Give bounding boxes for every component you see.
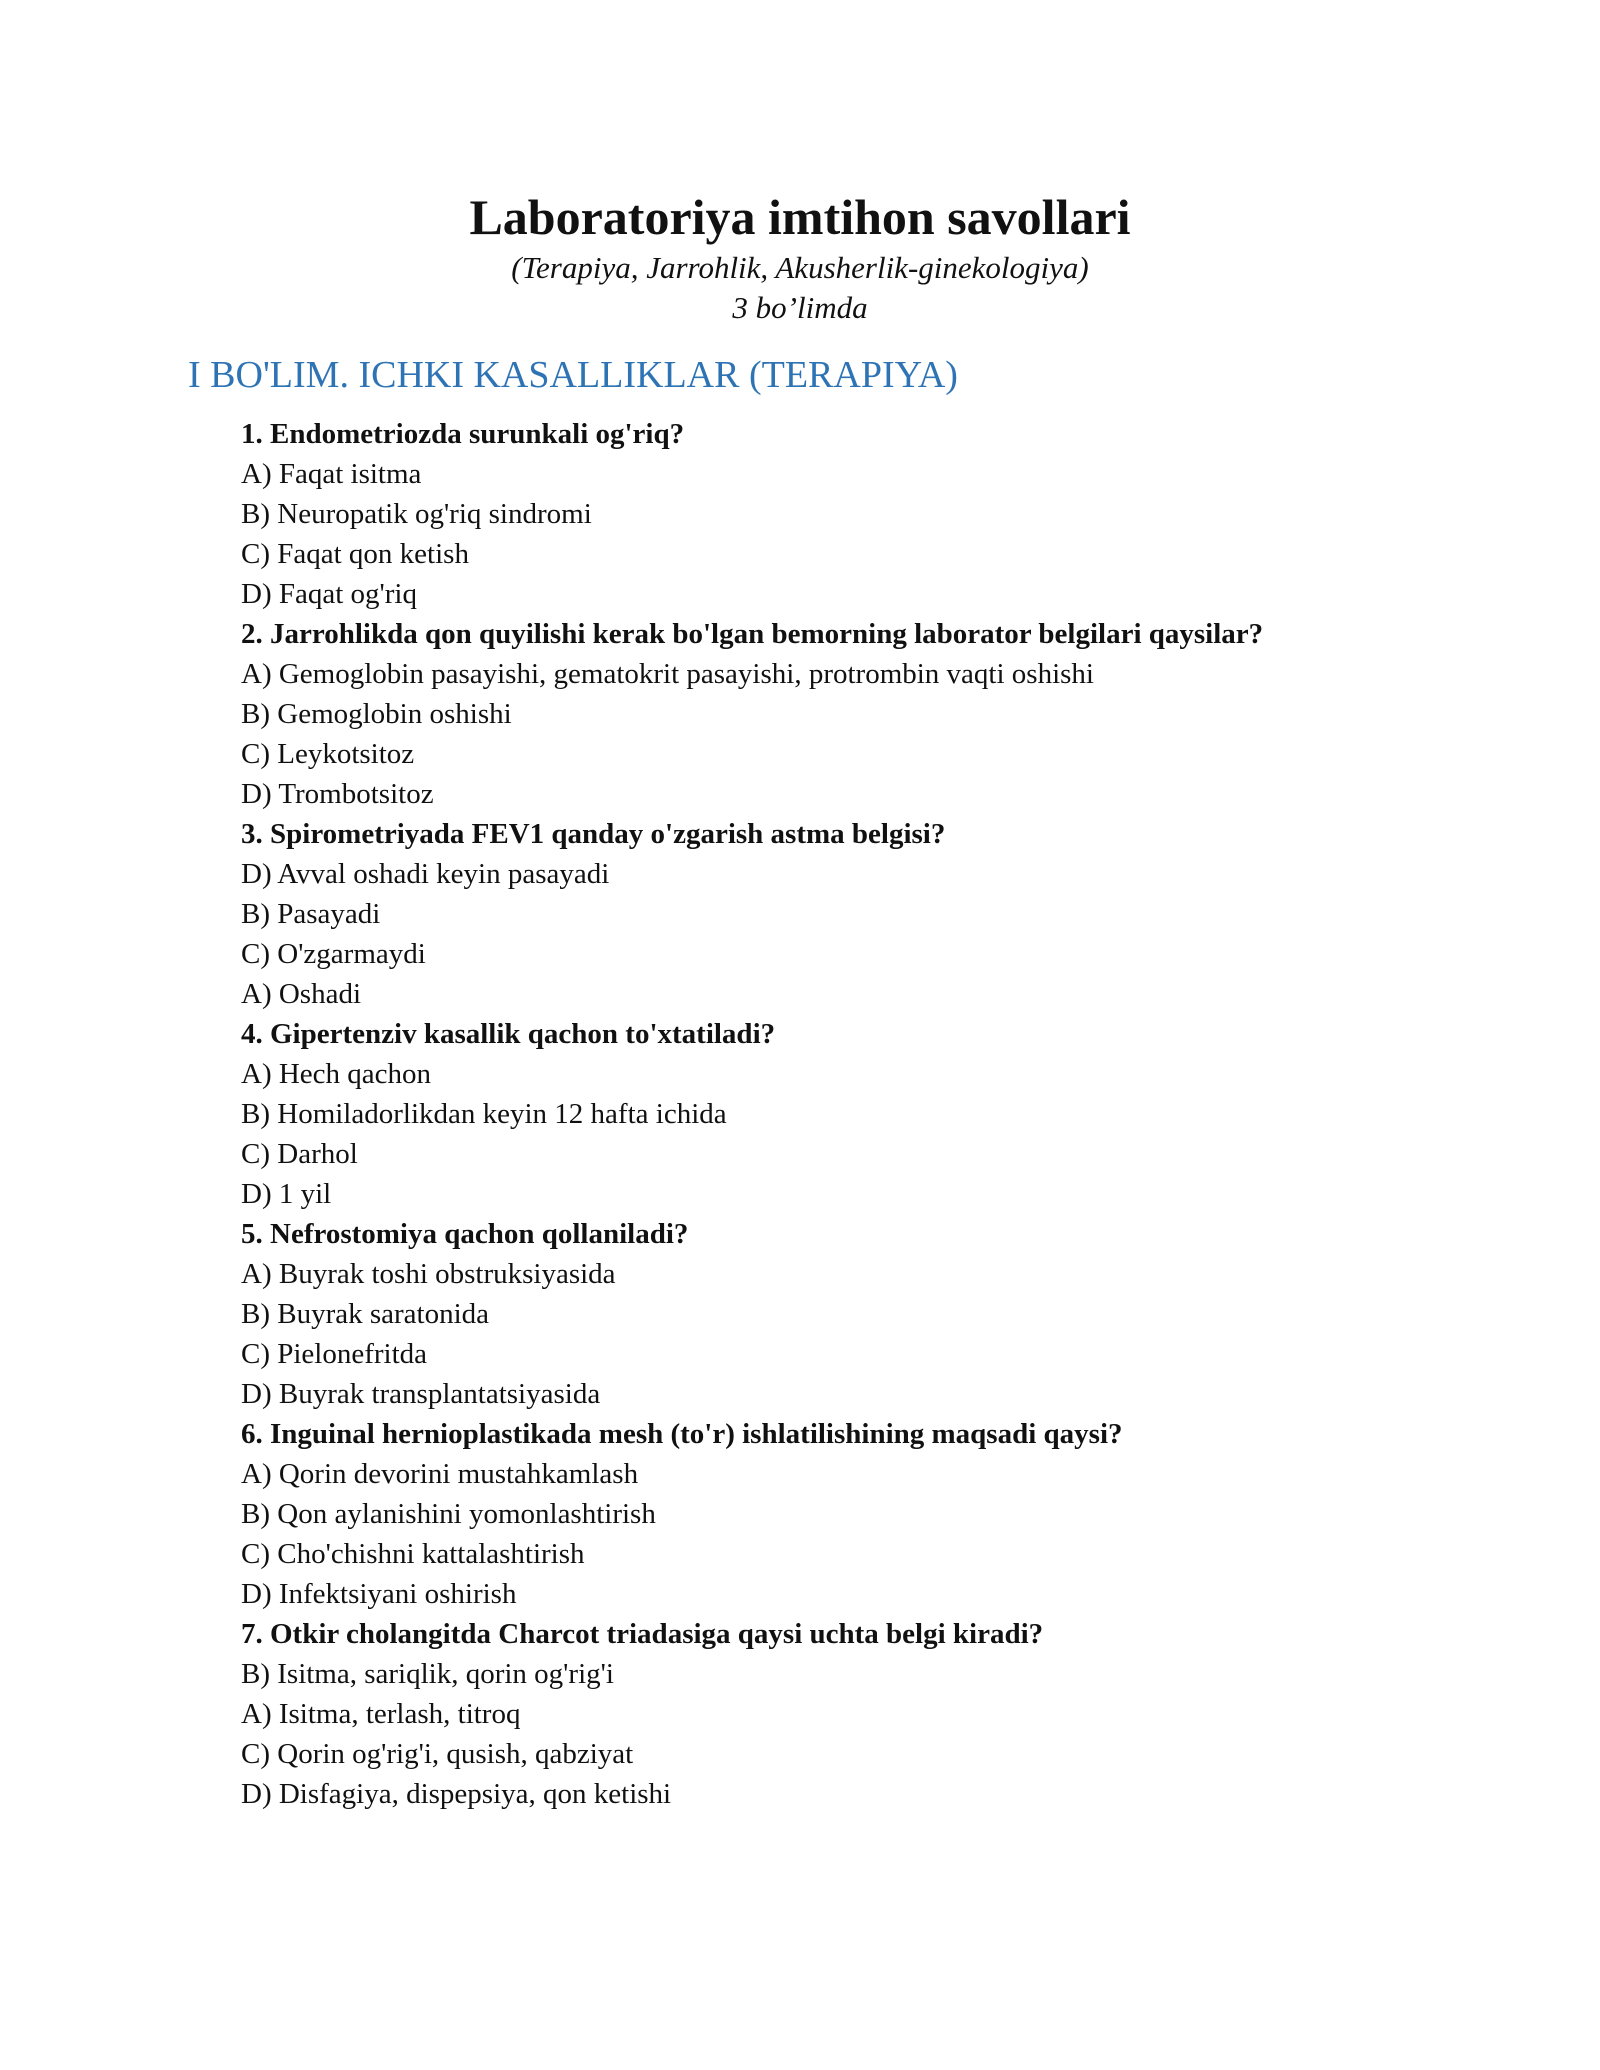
answer-option: D) Avval oshadi keyin pasayadi: [241, 858, 610, 890]
document-parts-note: 3 bo’limda: [732, 290, 868, 325]
answer-option: C) O'zgarmaydi: [241, 938, 426, 970]
document-subtitle: (Terapiya, Jarrohlik, Akusherlik-ginekologiya): [511, 250, 1089, 285]
answer-option: C) Qorin og'rig'i, qusish, qabziyat: [241, 1738, 634, 1770]
answer-option: B) Qon aylanishini yomonlashtirish: [241, 1498, 656, 1530]
question-list: [241, 414, 1541, 1814]
answer-option: A) Qorin devorini mustahkamlash: [241, 1458, 639, 1490]
question-item: [241, 1014, 1541, 1214]
answer-option: A) Isitma, terlash, titroq: [241, 1698, 521, 1730]
answer-option: A) Gemoglobin pasayishi, gematokrit pasayishi, protrombin vaqti oshishi: [241, 658, 1094, 690]
answer-option: B) Isitma, sariqlik, qorin og'rig'i: [241, 1658, 614, 1690]
section-heading: I BO'LIM. ICHKI KASALLIKLAR (TERAPIYA): [188, 354, 958, 396]
answer-option: C) Pielonefritda: [241, 1338, 428, 1370]
answer-option: C) Cho'chishni kattalashtirish: [241, 1538, 585, 1570]
answer-option: A) Hech qachon: [241, 1058, 432, 1090]
question-item: [241, 1414, 1541, 1614]
answer-option: C) Faqat qon ketish: [241, 538, 469, 570]
answer-option: B) Neuropatik og'riq sindromi: [241, 498, 592, 530]
question-text: 5. Nefrostomiya qachon qollaniladi?: [241, 1218, 689, 1250]
question-item: [241, 414, 1541, 614]
answer-option: A) Buyrak toshi obstruksiyasida: [241, 1258, 616, 1290]
question-text: 1. Endometriozda surunkali og'riq?: [241, 418, 685, 450]
question-text: 4. Gipertenziv kasallik qachon to'xtatiladi?: [241, 1018, 776, 1050]
question-item: [241, 614, 1541, 814]
answer-option: D) Infektsiyani oshirish: [241, 1578, 517, 1610]
answer-option: B) Pasayadi: [241, 898, 381, 930]
answer-option: B) Gemoglobin oshishi: [241, 698, 512, 730]
document-title: Laboratoriya imtihon savollari: [469, 189, 1131, 245]
answer-option: D) Faqat og'riq: [241, 578, 417, 610]
question-text: 7. Otkir cholangitda Charcot triadasiga qaysi uchta belgi kiradi?: [241, 1618, 1044, 1650]
question-text: 6. Inguinal hernioplastikada mesh (to'r) ishlatilishining maqsadi qaysi?: [241, 1418, 1123, 1450]
answer-option: A) Faqat isitma: [241, 458, 422, 490]
answer-option: B) Homiladorlikdan keyin 12 hafta ichida: [241, 1098, 727, 1130]
answer-option: D) Trombotsitoz: [241, 778, 434, 810]
question-item: [241, 1614, 1541, 1814]
answer-option: D) Disfagiya, dispepsiya, qon ketishi: [241, 1778, 672, 1810]
answer-option: C) Leykotsitoz: [241, 738, 415, 770]
question-item: [241, 814, 1541, 1014]
answer-option: D) Buyrak transplantatsiyasida: [241, 1378, 601, 1410]
answer-option: D) 1 yil: [241, 1178, 332, 1210]
question-item: [241, 1214, 1541, 1414]
answer-option: C) Darhol: [241, 1138, 358, 1170]
answer-option: A) Oshadi: [241, 978, 362, 1010]
question-text: 3. Spirometriyada FEV1 qanday o'zgarish astma belgisi?: [241, 818, 946, 850]
answer-option: B) Buyrak saratonida: [241, 1298, 490, 1330]
question-text: 2. Jarrohlikda qon quyilishi kerak bo'lgan bemorning laborator belgilari qaysilar?: [241, 618, 1264, 650]
document-header: [0, 188, 1600, 328]
